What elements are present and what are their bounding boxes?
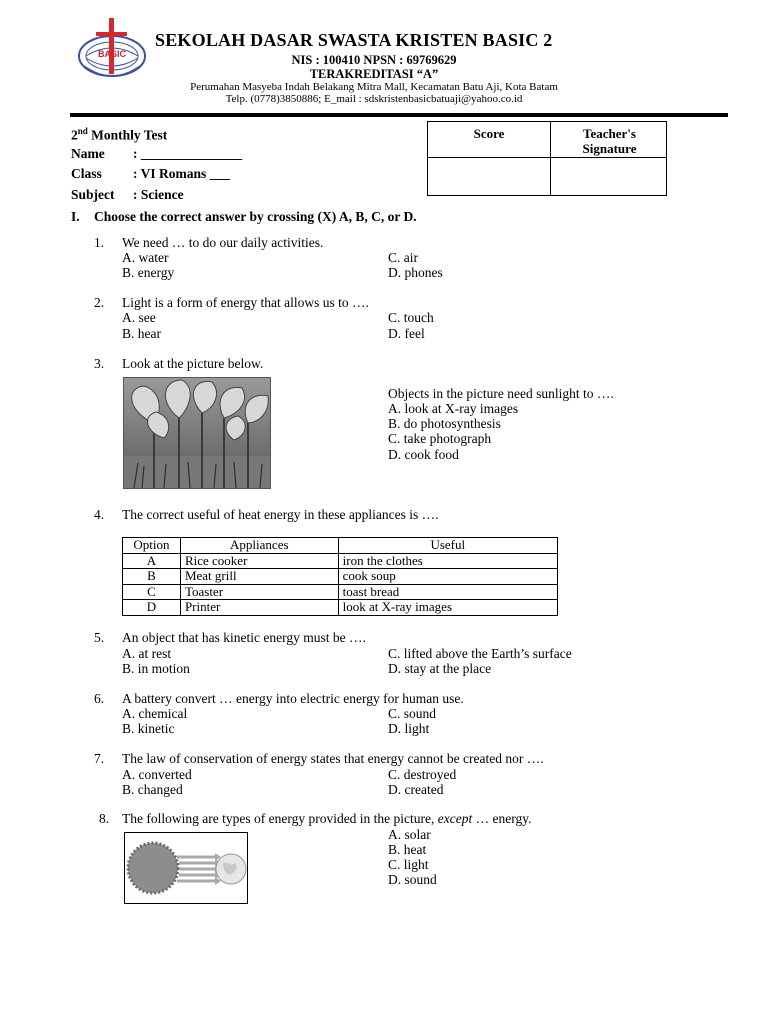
header-divider: [70, 113, 728, 117]
question-text: The correct useful of heat energy in these appliances is ….: [122, 507, 439, 522]
question-number: 4.: [94, 507, 105, 522]
name-field[interactable]: : _______________: [133, 146, 243, 161]
table-cell: D: [123, 600, 181, 616]
signature-label-line1: Teacher's: [583, 126, 636, 141]
test-number: 2: [71, 127, 78, 143]
section-instruction: Choose the correct answer by crossing (X) A, B, C, or D.: [94, 209, 417, 224]
option-b[interactable]: B. heat: [388, 842, 427, 857]
option-b[interactable]: B. changed: [122, 782, 183, 797]
question-text: The law of conservation of energy states that energy cannot be created nor ….: [122, 751, 544, 766]
school-contact: Telp. (0778)3850886; E_mail : sdskristenbasicbatuaji@yahoo.co.id: [225, 93, 523, 105]
table-header: Option: [123, 538, 181, 554]
name-label: Name: [71, 146, 105, 161]
option-c[interactable]: C. lifted above the Earth’s surface: [388, 646, 572, 661]
table-cell: B: [123, 569, 181, 585]
question-text-emphasis: except: [437, 811, 473, 826]
table-cell: Printer: [180, 600, 338, 616]
table-header-row: [123, 538, 558, 554]
option-d[interactable]: D. phones: [388, 265, 443, 280]
option-d[interactable]: D. light: [388, 721, 430, 736]
sun-earth-illustration: [124, 832, 248, 904]
option-b[interactable]: B. do photosynthesis: [388, 416, 501, 431]
subject-value: : Science: [133, 187, 184, 202]
score-table: [427, 121, 667, 196]
question-number: 1.: [94, 235, 105, 250]
question-text: Light is a form of energy that allows us to ….: [122, 295, 369, 310]
option-d[interactable]: D. sound: [388, 872, 437, 887]
section-number: I.: [71, 209, 80, 224]
question-number: 2.: [94, 295, 105, 310]
question-number: 3.: [94, 356, 105, 371]
table-cell: look at X-ray images: [338, 600, 557, 616]
option-d[interactable]: D. feel: [388, 326, 425, 341]
table-cell: Toaster: [180, 584, 338, 600]
plants-photo: [123, 377, 271, 489]
table-cell: toast bread: [338, 584, 557, 600]
question-text: An object that has kinetic energy must be ….: [122, 630, 366, 645]
logo-text: BASIC: [97, 49, 127, 59]
question-number: 5.: [94, 630, 105, 645]
option-a[interactable]: A. chemical: [122, 706, 188, 721]
signature-label-line2: Signature: [582, 141, 637, 156]
option-a[interactable]: A. see: [122, 310, 156, 325]
option-b[interactable]: B. in motion: [122, 661, 190, 676]
option-c[interactable]: C. light: [388, 857, 429, 872]
class-field[interactable]: : VI Romans ___: [133, 166, 230, 181]
option-c[interactable]: C. touch: [388, 310, 434, 325]
question-text-end: … energy.: [472, 811, 532, 826]
question-text: Look at the picture below.: [122, 356, 264, 371]
accreditation: TERAKREDITASI “A”: [309, 67, 439, 81]
option-a[interactable]: A. at rest: [122, 646, 172, 661]
school-address: Perumahan Masyeba Indah Belakang Mitra Mall, Kecamatan Batu Aji, Kota Batam: [190, 81, 558, 93]
question-prompt: Objects in the picture need sunlight to ….: [388, 386, 614, 401]
table-cell: cook soup: [338, 569, 557, 585]
table-cell: Meat grill: [180, 569, 338, 585]
question-number: 6.: [94, 691, 105, 706]
option-a[interactable]: A. converted: [122, 767, 192, 782]
option-a[interactable]: A. solar: [388, 827, 431, 842]
table-row: [123, 584, 558, 600]
question-text: We need … to do our daily activities.: [122, 235, 324, 250]
test-title-text: Monthly Test: [87, 127, 168, 143]
option-d[interactable]: D. created: [388, 782, 444, 797]
table-cell: iron the clothes: [338, 553, 557, 569]
option-b[interactable]: B. kinetic: [122, 721, 175, 736]
test-title: [71, 126, 167, 144]
option-a[interactable]: A. look at X-ray images: [388, 401, 519, 416]
score-cell[interactable]: [428, 158, 550, 196]
question-text: [122, 811, 531, 827]
option-c[interactable]: C. take photograph: [388, 431, 492, 446]
question-number: 7.: [94, 751, 105, 766]
option-c[interactable]: C. destroyed: [388, 767, 457, 782]
table-row: [123, 600, 558, 616]
test-number-suffix: nd: [77, 126, 88, 136]
option-b[interactable]: B. hear: [122, 326, 161, 341]
table-header: Useful: [338, 538, 557, 554]
table-row: [123, 569, 558, 585]
option-a[interactable]: A. water: [122, 250, 169, 265]
option-d[interactable]: D. cook food: [388, 447, 459, 462]
question-text-start: The following are types of energy provided in the picture,: [122, 811, 438, 826]
question-text: A battery convert … energy into electric energy for human use.: [122, 691, 464, 706]
option-b[interactable]: B. energy: [122, 265, 175, 280]
class-label: Class: [71, 166, 102, 181]
question-number: 8.: [99, 811, 110, 826]
appliance-table: [122, 537, 558, 616]
table-row: [123, 553, 558, 569]
table-cell: A: [123, 553, 181, 569]
table-cell: C: [123, 584, 181, 600]
score-label: Score: [473, 126, 505, 141]
option-c[interactable]: C. air: [388, 250, 418, 265]
nis-npsn: NIS : 100410 NPSN : 69769629: [291, 53, 457, 67]
option-c[interactable]: C. sound: [388, 706, 437, 721]
school-name: SEKOLAH DASAR SWASTA KRISTEN BASIC 2: [155, 30, 553, 50]
option-d[interactable]: D. stay at the place: [388, 661, 492, 676]
table-header: Appliances: [180, 538, 338, 554]
table-cell: Rice cooker: [180, 553, 338, 569]
subject-label: Subject: [71, 187, 115, 202]
signature-cell[interactable]: [551, 158, 667, 196]
teacher-signature-label: [551, 126, 668, 156]
